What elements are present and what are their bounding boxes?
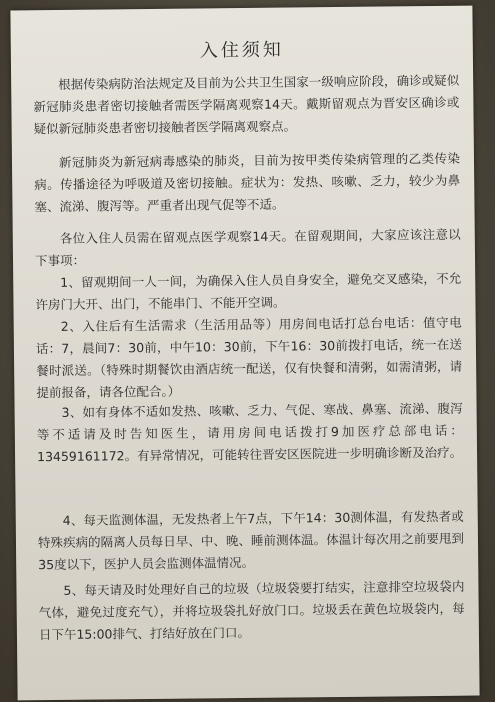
notice-title: 入住须知 (199, 39, 284, 62)
rule-item-4: 4、每天监测体温，无发热者上午7点，下午14：30测体温，有发热者或特殊疾病的隔离人员每日早、中、晚、睡前测体温。体温计每次用之前要甩到35度以下，医护人员会监测体温情况。 (37, 508, 465, 573)
paragraph-observation-notice: 各位入住人员需在留观点医学观察14天。在留观期间，大家应该注意以下事项： (34, 226, 461, 269)
paragraph-disease-info: 新冠肺炎为新冠病毒感染的肺炎，目前为按甲类传染病管理的乙类传染病。传播途径为呼吸道及密切接触。症状为：发热、咳嗽、乏力，较少为鼻塞、流涕、腹泻等。严重者出现气促等不适。 (34, 150, 461, 215)
rule-item-5: 5、每天请及时处理好自己的垃圾（垃圾袋要打结实，注意排空垃圾袋内气体，避免过度充气），并将垃圾袋扎好放门口。垃圾丢在黄色垃圾袋内，每日下午15:00排气、打结好放在门口。 (38, 578, 465, 643)
rule-item-1: 1、留观期间一人一间，为确保入住人员自身安全，避免交叉感染，不允许房门大开、出门，不能串门、不能开空调。 (35, 270, 462, 313)
notice-paper (10, 6, 479, 701)
rule-item-3: 3、如有身体不适如发热、咳嗽、乏力、气促、寒战、鼻塞、流涕、腹泻等不适请及时告知医生，请用房间电话拨打9加医疗总部电话：13459161172。有异常情况，可能转往晋安区医院进一步明确诊断及治疗。 (36, 400, 463, 465)
paragraph-intro: 根据传染病防治法规定及目前为公共卫生国家一级响应阶段，确诊或疑似新冠肺炎患者密切接触者需医学隔离观察14天。戴斯留观点为晋安区确诊或疑似新冠肺炎患者密切接触者医学隔离观察点。 (33, 72, 460, 137)
rule-item-2: 2、入住后有生活需求（生活用品等）用房间电话打总台电话：值守电话：7，晨间7：30前，中午10：30前，下午16：30前拨打电话，统一在送餐时派送。（特殊时期餐饮由酒店统一配送，仅有快餐和清粥，如需清粥，请提前报备，请各位配合。） (35, 314, 463, 401)
